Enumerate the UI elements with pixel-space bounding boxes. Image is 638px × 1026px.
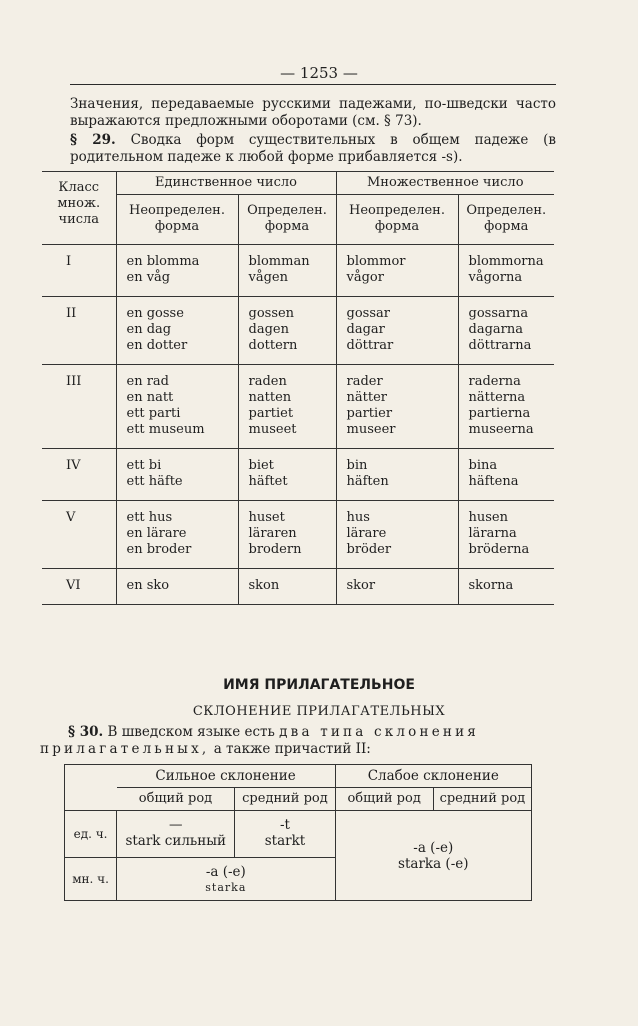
table-row <box>42 245 554 297</box>
word-form: museerna <box>468 422 534 437</box>
plural-header: Множественное число <box>336 172 554 195</box>
word-form: läraren <box>248 526 297 541</box>
word-form: en rad <box>126 374 169 389</box>
cell-indef-sg <box>116 449 238 501</box>
word-form: blommorna <box>468 254 544 269</box>
word-form: en våg <box>126 270 171 285</box>
cell-def-pl <box>458 501 554 569</box>
cell-def-pl <box>458 569 554 605</box>
table-row <box>42 569 554 605</box>
word-form: natten <box>248 390 292 405</box>
section-30-text-after: а также причастий II: <box>213 741 371 757</box>
cell-def-pl <box>458 297 554 365</box>
weak-common-header: общий род <box>335 788 433 811</box>
header-rule <box>70 84 556 85</box>
word-form: dagarna <box>468 322 523 337</box>
word-form: döttrarna <box>468 338 532 353</box>
strong-neuter-header: средний род <box>235 788 335 811</box>
class-number: IV <box>66 458 81 473</box>
word-form: ett bi <box>126 458 162 473</box>
word-form: vågorna <box>468 270 523 285</box>
strong-header: Сильное склонение <box>117 765 335 788</box>
word-form: partier <box>346 406 393 421</box>
section-29-paragraph <box>70 132 556 166</box>
strong-sg-neuter: -t starkt <box>235 811 335 858</box>
cell-def-pl <box>458 245 554 297</box>
word-form: en natt <box>126 390 174 405</box>
subheader-indef-pl: Неопределен. форма <box>336 195 458 245</box>
strong-sg-common: — stark сильный <box>117 811 235 858</box>
cell-indef-pl <box>336 297 458 365</box>
cell-indef-sg <box>116 501 238 569</box>
section-30-spaced-text: два типа склонения прилагательных, <box>40 724 479 757</box>
word-form: bin <box>346 458 368 473</box>
word-form: häftena <box>468 474 519 489</box>
word-form: husen <box>468 510 508 525</box>
cell-indef-pl <box>336 449 458 501</box>
word-form: dagar <box>346 322 385 337</box>
word-form: nätterna <box>468 390 526 405</box>
cell-def-pl <box>458 365 554 449</box>
cell-def-sg <box>238 245 336 297</box>
word-form: häften <box>346 474 389 489</box>
subheader-def-pl: Определен. форма <box>458 195 554 245</box>
word-form: museer <box>346 422 396 437</box>
word-form: biet <box>248 458 274 473</box>
word-form: gossen <box>248 306 295 321</box>
cell-indef-pl <box>336 365 458 449</box>
subheader-def-sg: Определен. форма <box>238 195 336 245</box>
table-row <box>42 297 554 365</box>
word-form: ett parti <box>126 406 181 421</box>
word-form: dagen <box>248 322 289 337</box>
class-number: V <box>66 510 76 525</box>
intro-paragraph: Значения, передаваемые русскими падежами, по-шведски часто выражаются предложными оборотами (см. § 73). <box>70 96 556 129</box>
word-form: bröder <box>346 542 392 557</box>
word-form: blommor <box>346 254 406 269</box>
cell-indef-sg <box>116 365 238 449</box>
word-form: gossar <box>346 306 390 321</box>
section-30-number: § 30. <box>68 724 104 740</box>
cell-indef-sg <box>116 297 238 365</box>
word-form: vågen <box>248 270 288 285</box>
noun-forms-table <box>42 171 554 605</box>
cell-indef-sg <box>116 569 238 605</box>
class-number: III <box>66 374 82 389</box>
word-form: rader <box>346 374 383 389</box>
table-row <box>42 449 554 501</box>
word-form: blomman <box>248 254 310 269</box>
word-form: ett häfte <box>126 474 183 489</box>
word-form: gossarna <box>468 306 529 321</box>
word-form: ett hus <box>126 510 173 525</box>
noun-rows <box>42 245 554 605</box>
cell-def-sg <box>238 569 336 605</box>
word-form: bina <box>468 458 498 473</box>
word-form: partierna <box>468 406 531 421</box>
cell-def-sg <box>238 365 336 449</box>
sg-label: ед. ч. <box>65 811 117 858</box>
class-number: VI <box>66 578 81 593</box>
word-form: en dag <box>126 322 172 337</box>
word-form: döttrar <box>346 338 394 353</box>
class-number: II <box>66 306 77 321</box>
class-header: Класс множ. числа <box>42 172 116 245</box>
section-29-number: § 29. <box>70 132 116 148</box>
table-row <box>42 501 554 569</box>
adjective-declension-table <box>64 764 532 901</box>
word-form: en sko <box>126 578 170 593</box>
word-form: nätter <box>346 390 387 405</box>
word-form: en broder <box>126 542 192 557</box>
heading-adjective: ИМЯ ПРИЛАГАТЕЛЬНОЕ <box>223 677 415 693</box>
section-30-paragraph <box>40 724 560 758</box>
word-form: bröderna <box>468 542 530 557</box>
weak-header: Слабое склонение <box>335 765 531 788</box>
word-form: vågor <box>346 270 384 285</box>
word-form: skor <box>346 578 376 593</box>
strong-common-header: общий род <box>138 791 213 806</box>
weak-all-forms: -a (-e) starka (-e) <box>335 811 531 901</box>
weak-neuter-header: средний род <box>433 788 531 811</box>
word-form: häftet <box>248 474 288 489</box>
subheader-indef-sg: Неопределен. форма <box>116 195 238 245</box>
word-form: dottern <box>248 338 298 353</box>
cell-def-sg <box>238 449 336 501</box>
word-form: hus <box>346 510 370 525</box>
word-form: en dotter <box>126 338 188 353</box>
cell-indef-pl <box>336 569 458 605</box>
cell-def-sg <box>238 501 336 569</box>
word-form: brodern <box>248 542 302 557</box>
word-form: en blomma <box>126 254 200 269</box>
word-form: skon <box>248 578 280 593</box>
word-form: ett museum <box>126 422 205 437</box>
word-form: skorna <box>468 578 514 593</box>
class-number: I <box>66 254 72 269</box>
cell-indef-pl <box>336 501 458 569</box>
word-form: raden <box>248 374 287 389</box>
word-form: lärare <box>346 526 387 541</box>
cell-indef-pl <box>336 245 458 297</box>
word-form: en gosse <box>126 306 184 321</box>
word-form: raderna <box>468 374 521 389</box>
word-form: huset <box>248 510 285 525</box>
cell-def-pl <box>458 449 554 501</box>
pl-label: мн. ч. <box>65 858 117 901</box>
word-form: lärarna <box>468 526 517 541</box>
subheading-declension: СКЛОНЕНИЕ ПРИЛАГАТЕЛЬНЫХ <box>192 704 446 719</box>
cell-def-sg <box>238 297 336 365</box>
strong-pl: -a (-e) starka <box>117 858 335 901</box>
section-29-text: Сводка форм существительных в общем падеже (в родительном падеже к любой форме прибавляется -s). <box>70 132 557 165</box>
word-form: partiet <box>248 406 294 421</box>
table-row <box>42 365 554 449</box>
singular-header: Единственное число <box>116 172 336 195</box>
word-form: museet <box>248 422 297 437</box>
page-number: — 1253 — <box>280 64 358 82</box>
section-30-text-before: В шведском языке есть <box>107 724 275 740</box>
cell-indef-sg <box>116 245 238 297</box>
word-form: en lärare <box>126 526 187 541</box>
